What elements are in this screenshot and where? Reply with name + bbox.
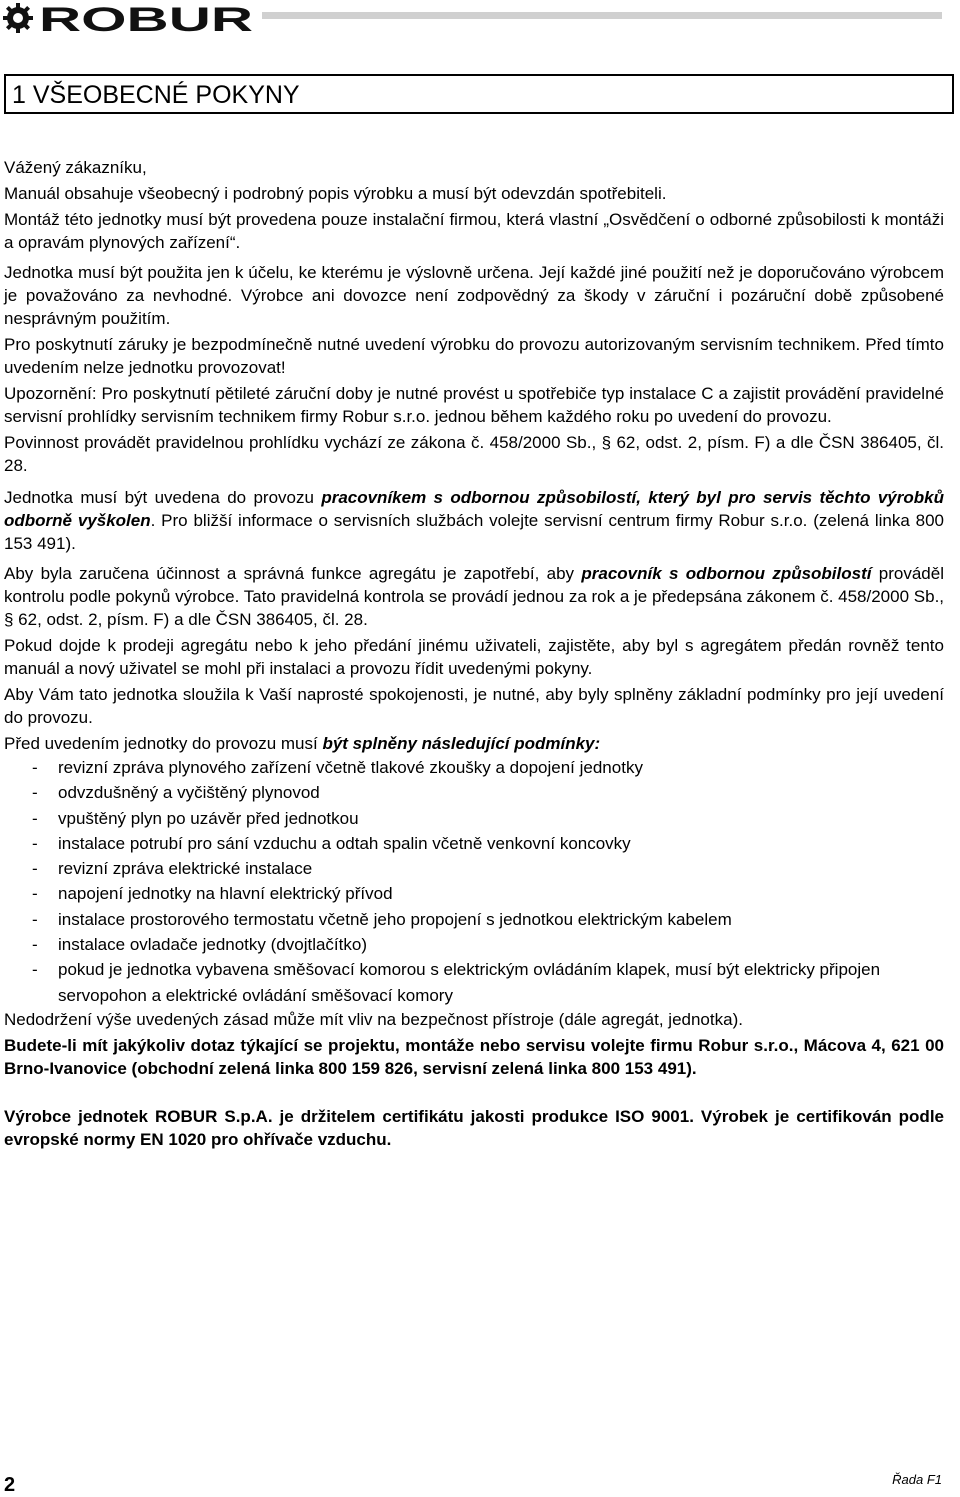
text-run: prováděl kontrolu podle pokynů výrobce. Tato pravidelná kontrola se provádí jednou za rok a je předepsána zákonem č. 458/2000 Sb., § 62, odst. 2, písm. F) a dle ČSN 386405, čl. 28.: [4, 564, 945, 629]
paragraph-maintenance: [4, 562, 944, 631]
section-title: 1 VŠEOBECNÉ POKYNY: [4, 74, 954, 114]
robur-logo: [3, 3, 258, 33]
list-item-text: pokud je jednotka vybavena směšovací komorou s elektrickým ovládáním klapek, musí být elektricky připojen servopohon a elektrické ovládání směšovací komory: [58, 960, 881, 1005]
logo-text: ROBUR: [39, 3, 253, 33]
list-dash: -: [32, 808, 38, 828]
conditions-list: [4, 755, 944, 1008]
paragraph-warranty: Pro poskytnutí záruky je bezpodmínečně nutné uvedení výrobku do provozu autorizovaným servisním technikem. Před tímto uvedením nelze jednotku provozovat!: [4, 335, 944, 377]
list-item: [4, 831, 944, 856]
emphasis-text: pracovníkem s odbornou způsobilostí, který byl pro servis těchto výrobků odborně vyškolen: [4, 488, 944, 530]
paragraph-commissioning: [4, 486, 944, 555]
paragraph-notice: Upozornění: Pro poskytnutí pětileté záruční doby je nutné provést u spotřebiče typ instalace C a zajistit provádění pravidelné servisní prohlídky servisním technikem firmy Robur s.r.o. jednou během každého roku po uvedení do provozu.: [4, 384, 944, 426]
header-rule: [262, 12, 942, 19]
page-content: [4, 156, 944, 1151]
paragraph-resale: Pokud dojde k prodeji agregátu nebo k jeho předání jinému uživateli, zajistěte, aby byl s agregátem předán rovněž tento manuál a nový uživatel se mohl při instalaci a provozu řídit uvedenými pokyny.: [4, 636, 944, 678]
list-dash: -: [32, 935, 38, 955]
text-run: Aby byla zaručena účinnost a správná funkce agregátu je zapotřebí, aby: [4, 564, 582, 583]
list-dash: -: [32, 960, 38, 980]
list-item-text: instalace potrubí pro sání vzduchu a odtah spalin včetně venkovní koncovky: [58, 833, 631, 853]
emphasis-text: být splněny následující podmínky:: [322, 734, 601, 753]
list-item: [4, 881, 944, 906]
list-item: [4, 780, 944, 805]
emphasis-text: pracovník s odbornou způsobilostí: [581, 564, 872, 583]
list-dash: -: [32, 859, 38, 879]
list-item-text: instalace prostorového termostatu včetně jeho propojení s jednotkou elektrickým kabelem: [58, 909, 732, 929]
text-run: . Pro bližší informace o servisních službách volejte servisní centrum firmy Robur s.r.o. (zelená linka 800 153 491).: [4, 511, 944, 553]
list-item-text: revizní zpráva elektrické instalace: [58, 859, 313, 879]
page-number: 2: [4, 1474, 16, 1496]
list-item: [4, 755, 944, 780]
list-item-text: revizní zpráva plynového zařízení včetně tlakové zkoušky a dopojení jednotky: [58, 758, 643, 777]
text-run: Jednotka musí být uvedena do provozu: [4, 488, 322, 507]
paragraph-certification: Výrobce jednotek ROBUR S.p.A. je držitelem certifikátu jakosti produkce ISO 9001. Výrobek je certifikován podle evropské normy EN 1020 pro ohřívače vzduchu.: [4, 1106, 944, 1149]
paragraph-conditions-intro: [4, 732, 944, 755]
list-item-text: vpuštěný plyn po uzávěr před jednotkou: [58, 808, 359, 828]
paragraph-law: Povinnost provádět pravidelnou prohlídku vychází ze zákona č. 458/2000 Sb., § 62, odst. 2, písm. F) a dle ČSN 386405, čl. 28.: [4, 433, 944, 475]
list-item: [4, 806, 944, 831]
paragraph-manual: Manuál obsahuje všeobecný i podrobný popis výrobku a musí být odevzdán spotřebiteli.: [4, 184, 667, 203]
paragraph-usage: Jednotka musí být použita jen k účelu, ke kterému je výslovně určena. Její každé jiné použití než je doporučováno výrobcem je považováno za nevhodné. Výrobce ani dovozce není zodpovědný za škody v záruční i pozáruční době způsobené nesprávným použitím.: [4, 263, 944, 328]
list-item: [4, 957, 944, 1008]
list-dash: -: [32, 783, 38, 803]
paragraph-noncompliance: Nedodržení výše uvedených zásad může mít vliv na bezpečnost přístroje (dále agregát, jednotka).: [4, 1009, 743, 1029]
text-run: Před uvedením jednotky do provozu musí: [4, 734, 323, 753]
list-item: [4, 932, 944, 957]
salutation: Vážený zákazníku,: [4, 158, 147, 177]
gear-icon: [3, 3, 33, 33]
series-label: Řada F1: [892, 1472, 942, 1487]
page-header: [0, 0, 960, 40]
list-dash: -: [32, 884, 38, 904]
list-item-text: instalace ovladače jednotky (dvojtlačítko): [58, 935, 367, 955]
paragraph-contact: Budete-li mít jakýkoliv dotaz týkající se projektu, montáže nebo servisu volejte firmu Robur s.r.o., Mácova 4, 621 00 Brno-Ivanovice (obchodní zelená linka 800 159 826, servisní zelená linka 800 153 491).: [4, 1035, 944, 1078]
list-dash: -: [32, 758, 38, 777]
paragraph-satisfaction: Aby Vám tato jednotka sloužila k Vaší naprosté spokojenosti, je nutné, aby byly splněny základní podmínky pro její uvedení do provozu.: [4, 685, 944, 727]
list-item-text: napojení jednotky na hlavní elektrický přívod: [58, 884, 393, 904]
list-item-text: odvzdušněný a vyčištěný plynovod: [58, 783, 320, 803]
list-dash: -: [32, 833, 38, 853]
list-item: [4, 856, 944, 881]
list-dash: -: [32, 909, 38, 929]
paragraph-installation: Montáž této jednotky musí být provedena pouze instalační firmou, která vlastní „Osvědčení o odborné způsobilosti k montáži a opravám plynových zařízení“.: [4, 210, 944, 252]
list-item: [4, 907, 944, 932]
